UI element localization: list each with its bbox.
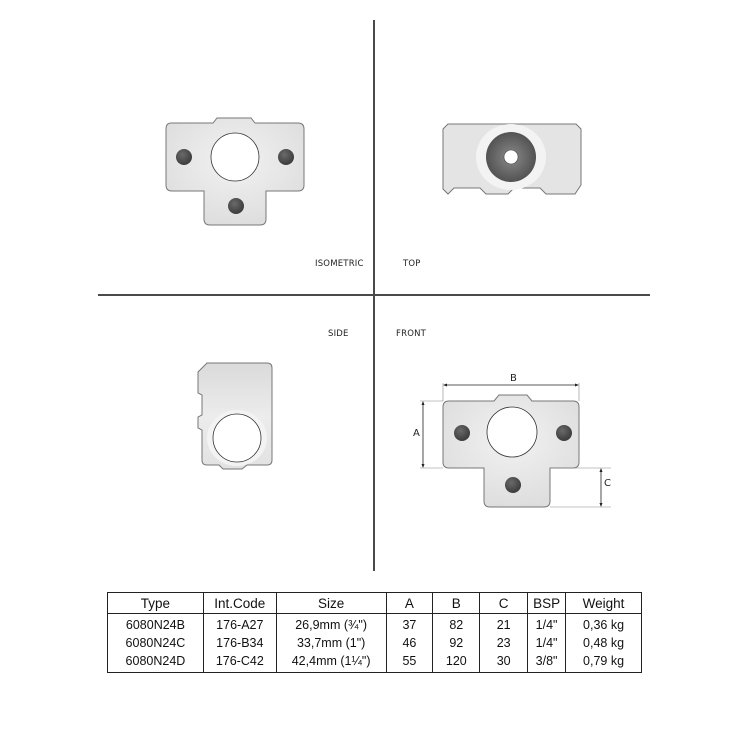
cell-a: 46 <box>386 634 433 652</box>
cell-type: 6080N24C <box>108 634 204 652</box>
cell-weight: 0,48 kg <box>566 634 642 652</box>
dimension-a-label: A <box>413 428 421 439</box>
cell-int-code: 176-C42 <box>203 652 276 673</box>
table-row <box>108 652 642 673</box>
front-label: FRONT <box>396 329 427 339</box>
cell-weight: 0,36 kg <box>566 614 642 635</box>
cell-type: 6080N24B <box>108 614 204 635</box>
dimension-c-label: C <box>604 478 612 489</box>
cell-size: 42,4mm (1¼") <box>276 652 386 673</box>
cell-a: 37 <box>386 614 433 635</box>
table-header-row <box>108 593 642 614</box>
cell-int-code: 176-A27 <box>203 614 276 635</box>
table-row <box>108 614 642 635</box>
header-bsp: BSP <box>528 593 566 614</box>
cell-b: 120 <box>433 652 480 673</box>
header-size: Size <box>276 593 386 614</box>
top-view-drawing <box>442 123 582 197</box>
dimension-b-label: B <box>510 373 518 384</box>
front-view-drawing <box>410 375 630 515</box>
cell-a: 55 <box>386 652 433 673</box>
header-int-code: Int.Code <box>203 593 276 614</box>
cell-weight: 0,79 kg <box>566 652 642 673</box>
cell-bsp: 3/8" <box>528 652 566 673</box>
cell-size: 33,7mm (1") <box>276 634 386 652</box>
cell-type: 6080N24D <box>108 652 204 673</box>
cell-bsp: 1/4" <box>528 614 566 635</box>
cell-int-code: 176-B34 <box>203 634 276 652</box>
cell-c: 30 <box>480 652 528 673</box>
cell-bsp: 1/4" <box>528 634 566 652</box>
side-label: SIDE <box>328 329 349 339</box>
table-row <box>108 634 642 652</box>
side-view-drawing <box>197 362 273 470</box>
specification-table <box>107 592 642 673</box>
header-b: B <box>433 593 480 614</box>
cell-c: 23 <box>480 634 528 652</box>
quadrant-divider-horizontal <box>98 294 650 296</box>
header-a: A <box>386 593 433 614</box>
header-weight: Weight <box>566 593 642 614</box>
isometric-label: ISOMETRIC <box>315 259 364 269</box>
cell-size: 26,9mm (¾") <box>276 614 386 635</box>
top-label: TOP <box>403 259 421 269</box>
header-c: C <box>480 593 528 614</box>
cell-b: 92 <box>433 634 480 652</box>
cell-c: 21 <box>480 614 528 635</box>
cell-b: 82 <box>433 614 480 635</box>
isometric-view-drawing <box>163 118 308 228</box>
header-type: Type <box>108 593 204 614</box>
